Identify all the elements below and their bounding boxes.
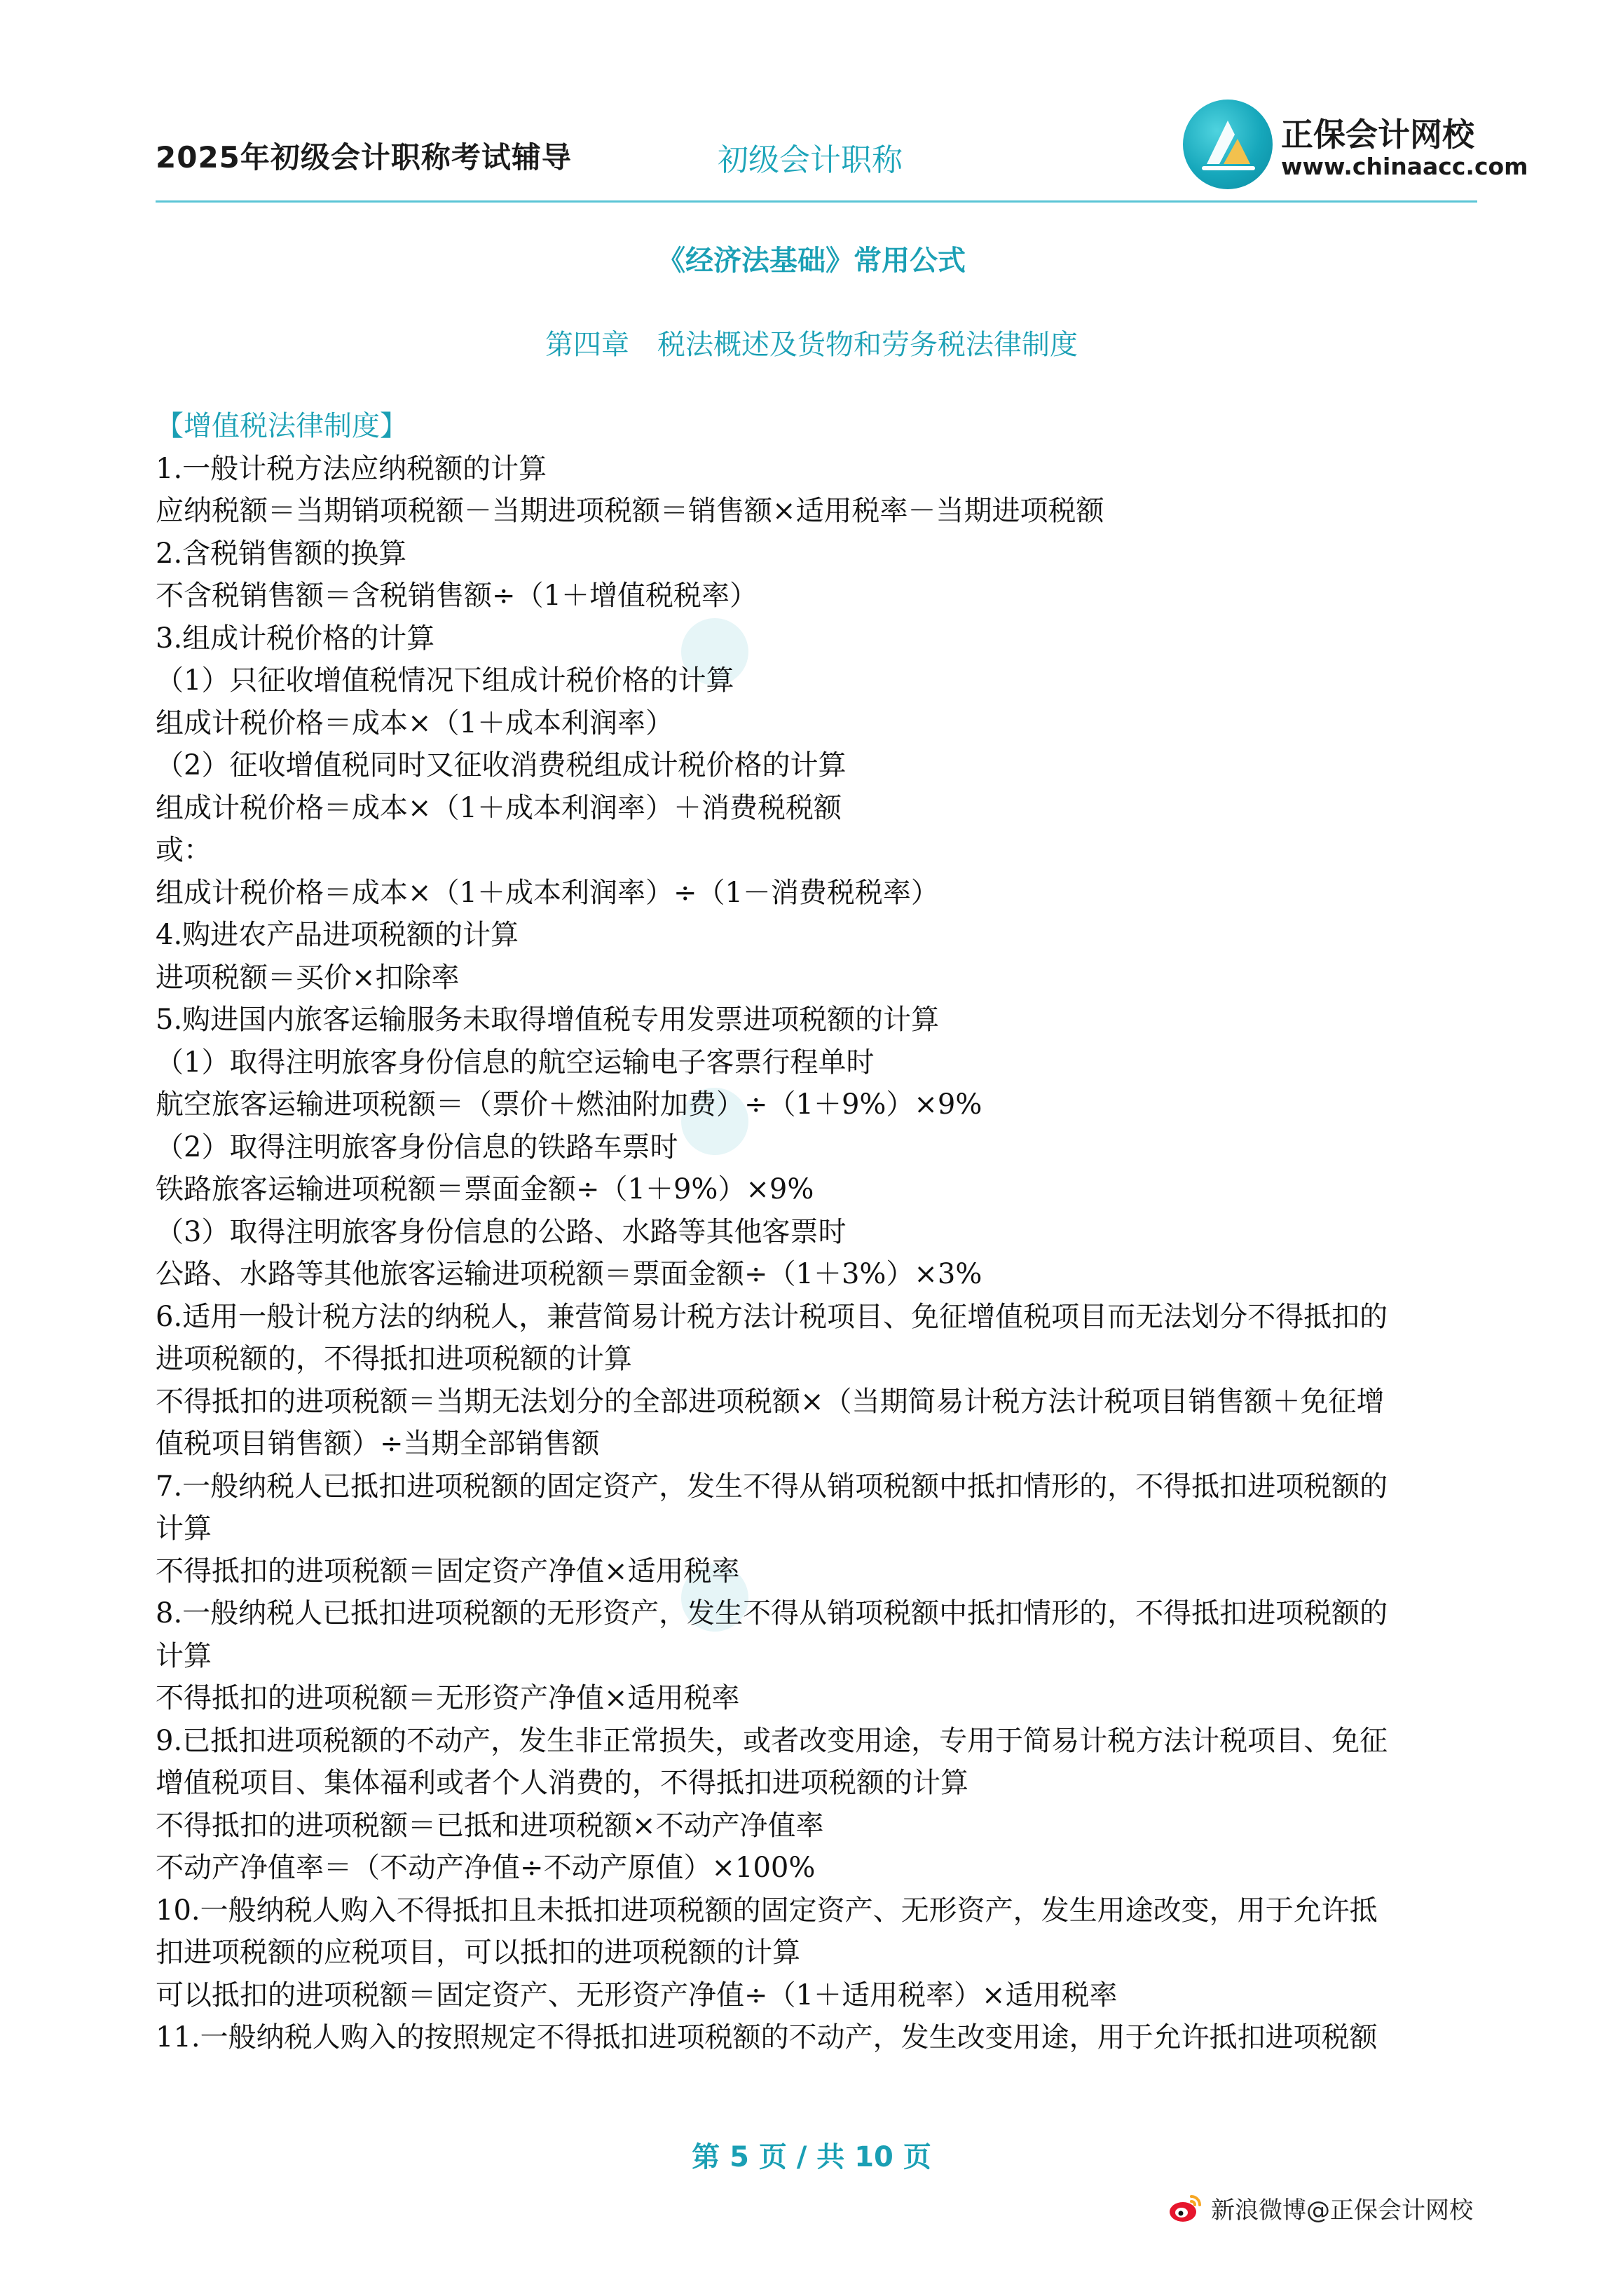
text-line: 3.组成计税价格的计算 bbox=[156, 622, 435, 655]
text-line: 可以抵扣的进项税额＝固定资产、无形资产净值÷（1＋适用税率）×适用税率 bbox=[156, 1979, 1118, 2011]
text-line: （3）取得注明旅客身份信息的公路、水路等其他客票时 bbox=[156, 1215, 847, 1248]
text-line: 值税项目销售额）÷当期全部销售额 bbox=[156, 1428, 600, 1460]
text-line: 7.一般纳税人已抵扣进项税额的固定资产，发生不得从销项税额中抵扣情形的，不得抵扣进项税额的 bbox=[156, 1470, 1388, 1503]
formula-list bbox=[156, 405, 1487, 2059]
text-line: （1）只征收增值税情况下组成计税价格的计算 bbox=[156, 664, 734, 697]
header-divider bbox=[156, 200, 1477, 203]
text-line: 组成计税价格＝成本×（1＋成本利润率） bbox=[156, 706, 673, 739]
text-line: （1）取得注明旅客身份信息的航空运输电子客票行程单时 bbox=[156, 1046, 875, 1079]
text-line: 增值税项目、集体福利或者个人消费的，不得抵扣进项税额的计算 bbox=[156, 1767, 968, 1799]
header-course-title: 2025年初级会计职称考试辅导 bbox=[156, 140, 572, 175]
text-line: 不动产净值率＝（不动产净值÷不动产原值）×100% bbox=[156, 1852, 816, 1884]
text-line: 计算 bbox=[156, 1639, 212, 1672]
text-line: 9.已抵扣进项税额的不动产，发生非正常损失，或者改变用途，专用于简易计税方法计税项目、免征 bbox=[156, 1724, 1388, 1757]
text-line: （2）取得注明旅客身份信息的铁路车票时 bbox=[156, 1130, 678, 1163]
section-heading: 【增值税法律制度】 bbox=[156, 410, 408, 442]
brand-logo-icon bbox=[1183, 100, 1273, 189]
chapter-title: 第四章 税法概述及货物和劳务税法律制度 bbox=[545, 329, 1078, 361]
text-line: 组成计税价格＝成本×（1＋成本利润率）＋消费税税额 bbox=[156, 791, 842, 824]
text-line: 进项税额＝买价×扣除率 bbox=[156, 961, 460, 994]
text-line: 进项税额的，不得抵扣进项税额的计算 bbox=[156, 1343, 632, 1375]
text-line: 组成计税价格＝成本×（1＋成本利润率）÷（1－消费税税率） bbox=[156, 876, 939, 909]
text-line: 或： bbox=[156, 834, 212, 866]
text-line: 11.一般纳税人购入的按照规定不得抵扣进项税额的不动产，发生改变用途，用于允许抵扣进项税额 bbox=[156, 2021, 1378, 2054]
page-indicator: 第 5 页 / 共 10 页 bbox=[692, 2141, 931, 2173]
text-line: 10.一般纳税人购入不得抵扣且未抵扣进项税额的固定资产、无形资产，发生用途改变，用于允许抵 bbox=[156, 1894, 1378, 1927]
text-line: 扣进项税额的应税项目，可以抵扣的进项税额的计算 bbox=[156, 1936, 800, 1969]
text-line: 计算 bbox=[156, 1512, 212, 1545]
weibo-account: 新浪微博@正保会计网校 bbox=[1211, 2196, 1473, 2225]
header-category: 初级会计职称 bbox=[718, 142, 903, 178]
text-line: 铁路旅客运输进项税额＝票面金额÷（1＋9%）×9% bbox=[156, 1173, 814, 1205]
text-line: 不得抵扣的进项税额＝无形资产净值×适用税率 bbox=[156, 1682, 740, 1714]
text-line: 公路、水路等其他旅客运输进项税额＝票面金额÷（1＋3%）×3% bbox=[156, 1258, 982, 1290]
document-title: 《经济法基础》常用公式 bbox=[657, 245, 966, 277]
brand-url: www.chinaacc.com bbox=[1281, 153, 1528, 180]
text-line: 不含税销售额＝含税销售额÷（1＋增值税税率） bbox=[156, 580, 758, 612]
text-line: 4.购进农产品进项税额的计算 bbox=[156, 919, 519, 951]
text-line: 不得抵扣的进项税额＝当期无法划分的全部进项税额×（当期简易计税方法计税项目销售额＋免征增 bbox=[156, 1385, 1385, 1418]
text-line: 不得抵扣的进项税额＝已抵和进项税额×不动产净值率 bbox=[156, 1809, 824, 1842]
text-line: 8.一般纳税人已抵扣进项税额的无形资产，发生不得从销项税额中抵扣情形的，不得抵扣进项税额的 bbox=[156, 1597, 1388, 1629]
text-line: 2.含税销售额的换算 bbox=[156, 537, 407, 570]
text-line: 应纳税额＝当期销项税额－当期进项税额＝销售额×适用税率－当期进项税额 bbox=[156, 495, 1104, 527]
text-line: 5.购进国内旅客运输服务未取得增值税专用发票进项税额的计算 bbox=[156, 1004, 940, 1036]
text-line: 航空旅客运输进项税额＝（票价＋燃油附加费）÷（1＋9%）×9% bbox=[156, 1088, 982, 1121]
text-line: （2）征收增值税同时又征收消费税组成计税价格的计算 bbox=[156, 749, 847, 781]
text-line: 不得抵扣的进项税额＝固定资产净值×适用税率 bbox=[156, 1554, 740, 1587]
text-line: 1.一般计税方法应纳税额的计算 bbox=[156, 452, 547, 485]
text-line: 6.适用一般计税方法的纳税人，兼营简易计税方法计税项目、免征增值税项目而无法划分不得抵扣的 bbox=[156, 1300, 1388, 1333]
weibo-icon bbox=[1167, 2189, 1204, 2226]
brand-name: 正保会计网校 bbox=[1281, 116, 1474, 153]
